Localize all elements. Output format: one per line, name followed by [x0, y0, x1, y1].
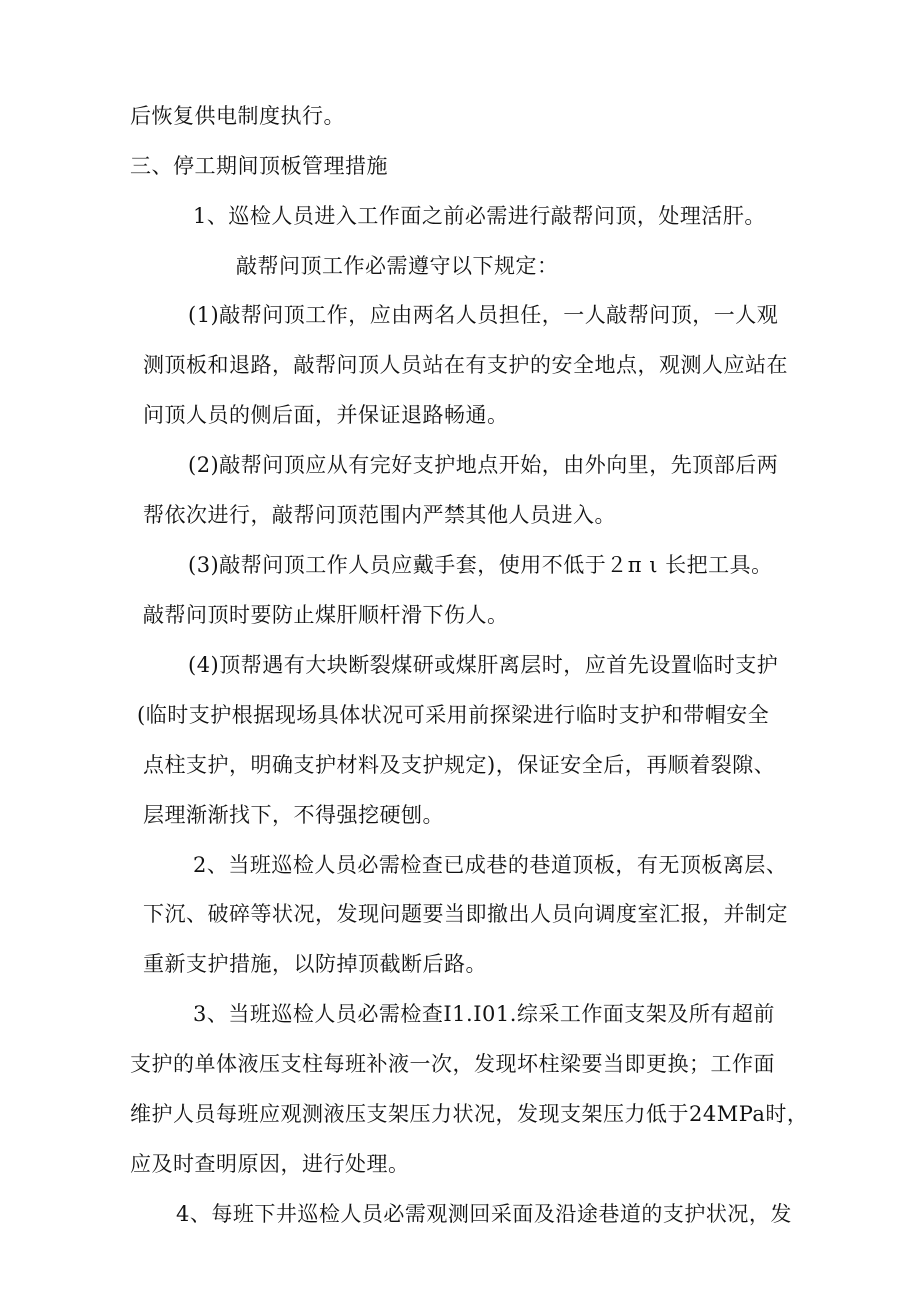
section-heading: 三、停工期间顶板管理措施	[130, 154, 388, 178]
text-line-11: 敲帮问顶时要防止煤肝顺杆滑下伤人。	[143, 603, 509, 627]
text-line-23: 4、每班下井巡检人员必需观测回采面及沿途巷道的支护状况，发	[176, 1202, 792, 1226]
text-line-5: (1)敲帮问顶工作，应由两名人员担任，一人敲帮问顶，一人观	[188, 303, 779, 327]
text-line-16: 2、当班巡检人员必需检查已成巷的巷道顶板，有无顶板离层、	[193, 853, 788, 877]
text-line-10: (3)敲帮问顶工作人员应戴手套，使用不低于２π ι 长把工具。	[188, 553, 773, 577]
text-line-12: (4)顶帮遇有大块断裂煤研或煤肝离层时，应首先设置临时支护	[188, 653, 779, 677]
text-line-18: 重新支护措施，以防掉顶截断后路。	[143, 952, 487, 976]
text-line-9: 帮依次进行，敲帮问顶范围内严禁其他人员进入。	[143, 503, 616, 527]
text-line-8: (2)敲帮问顶应从有完好支护地点开始，由外向里，先顶部后两	[188, 453, 779, 477]
text-line-1: 后恢复供电制度执行。	[130, 104, 345, 128]
text-line-15: 层理渐渐找下，不得强挖硬刨。	[143, 803, 444, 827]
text-line-6: 测顶板和退路，敲帮问顶人员站在有支护的安全地点，观测人应站在	[143, 353, 788, 377]
text-line-22: 应及时查明原因，进行处理。	[130, 1152, 410, 1176]
text-line-3: 1、巡检人员进入工作面之前必需进行敲帮问顶，处理活肝。	[193, 204, 766, 228]
text-line-4: 敲帮问顶工作必需遵守以下规定：	[236, 254, 559, 278]
text-line-21: 维护人员每班应观测液压支架压力状况，发现支架压力低于24MPa时，	[130, 1102, 809, 1126]
text-line-17: 下沉、破碎等状况，发现问题要当即撤出人员向调度室汇报，并制定	[143, 902, 788, 926]
text-line-7: 问顶人员的侧后面，并保证退路畅通。	[143, 403, 509, 427]
text-line-14: 点柱支护，明确支护材料及支护规定)，保证安全后，再顺着裂隙、	[143, 753, 776, 777]
text-line-19: 3、当班巡检人员必需检查I1.I01.综采工作面支架及所有超前	[193, 1002, 775, 1026]
text-line-20: 支护的单体液压支柱每班补液一次，发现坏柱梁要当即更换；工作面	[130, 1052, 775, 1076]
text-line-13: (临时支护根据现场具体状况可采用前探梁进行临时支护和带帽安全	[137, 703, 770, 727]
